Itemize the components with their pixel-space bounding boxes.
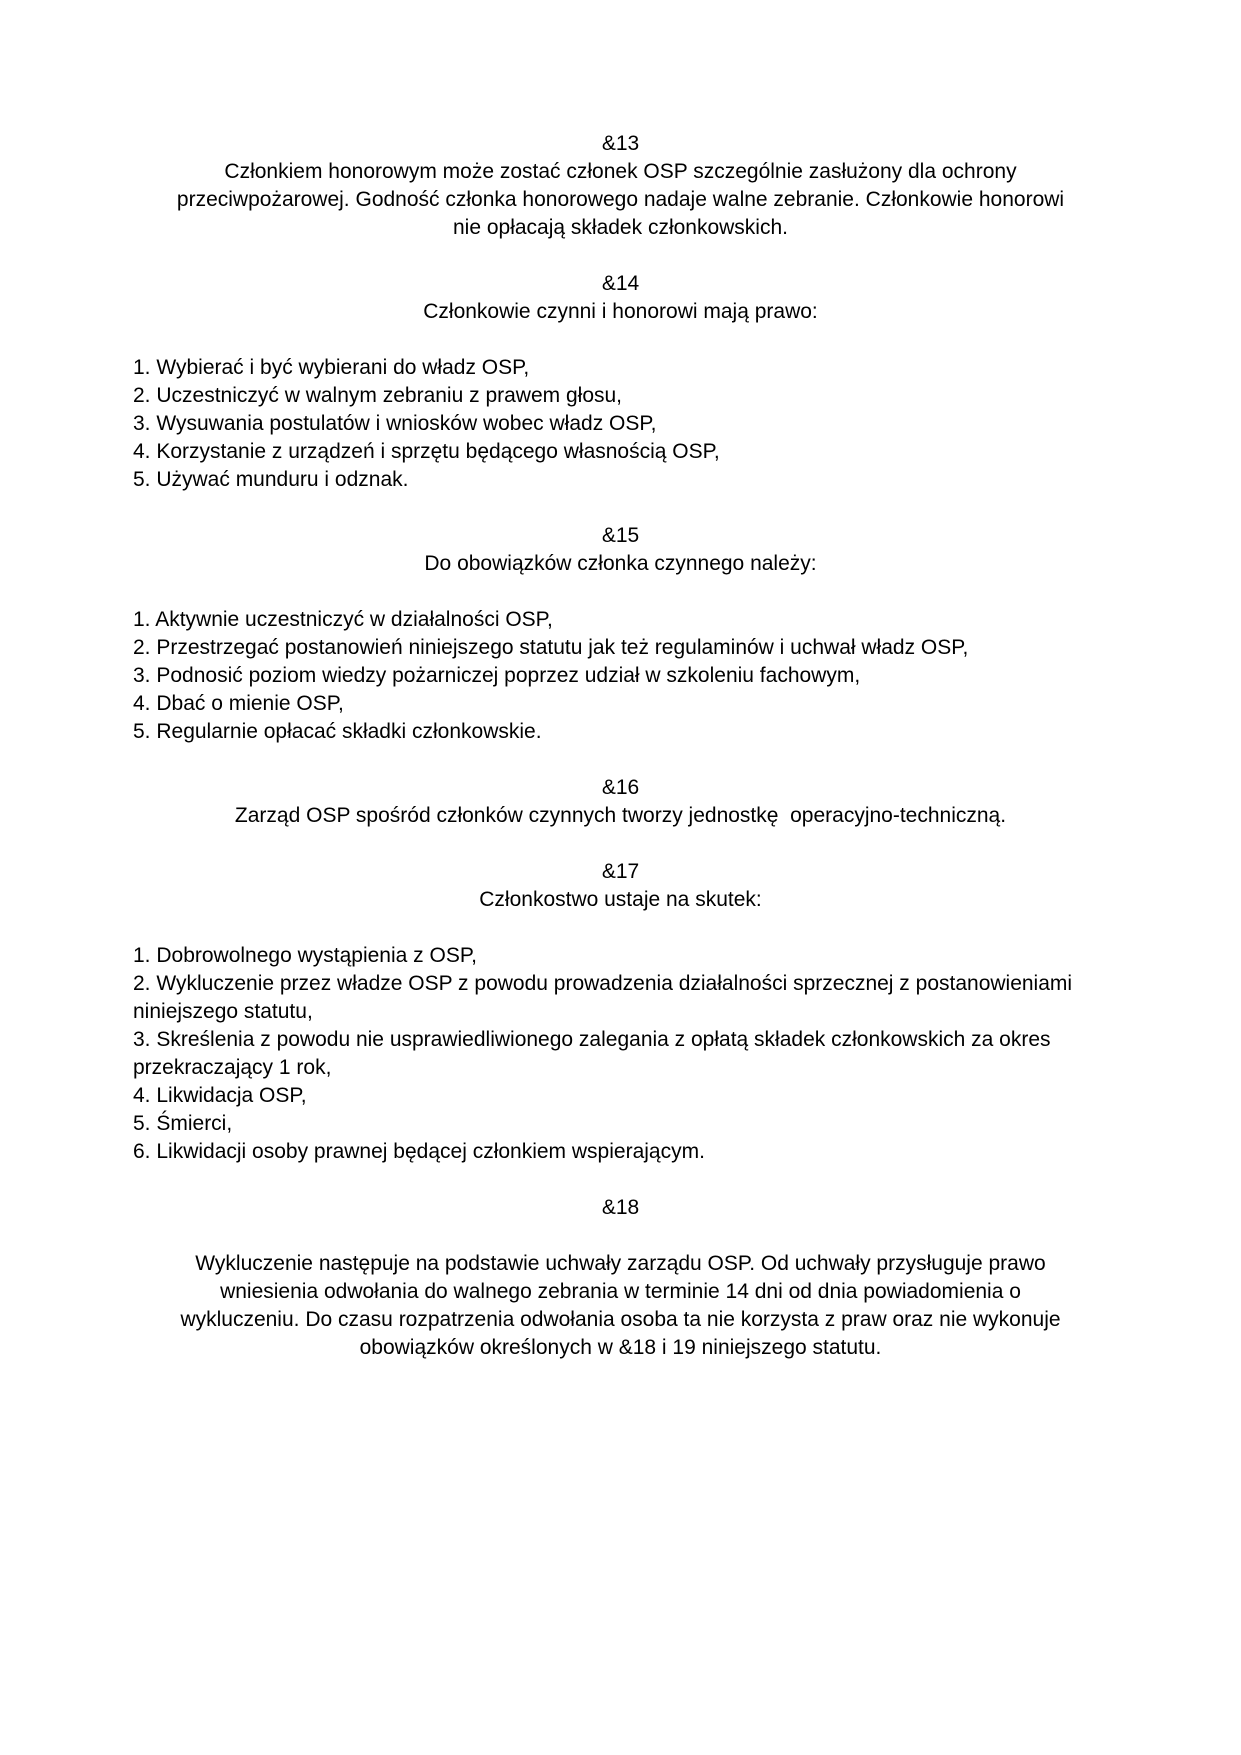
list-item: 4. Likwidacja OSP,: [133, 1084, 307, 1107]
section-13-marker: &13: [601, 132, 640, 155]
section-16-paragraph: Zarząd OSP spośród członków czynnych tworzy jednostkę operacyjno-techniczną.: [234, 804, 1007, 827]
membership-termination-list: [133, 942, 1108, 1166]
list-item: 6. Likwidacji osoby prawnej będącej członkiem wspierającym.: [133, 1140, 705, 1163]
section-18: [133, 1194, 1108, 1362]
list-item: 2. Uczestniczyć w walnym zebraniu z prawem głosu,: [133, 384, 623, 407]
section-17-marker: &17: [601, 860, 640, 883]
list-item: 5. Regularnie opłacać składki członkowskie.: [133, 720, 542, 743]
list-item: 2. Przestrzegać postanowień niniejszego statutu jak też regulaminów i uchwał władz OSP,: [133, 636, 969, 659]
section-16: [133, 774, 1108, 830]
section-13: [133, 130, 1108, 242]
members-rights-list: [133, 354, 1108, 494]
section-18-marker: &18: [601, 1196, 640, 1219]
section-17: [133, 858, 1108, 1166]
list-item: 4. Korzystanie z urządzeń i sprzętu będącego własnością OSP,: [133, 440, 720, 463]
list-item: 2. Wykluczenie przez władze OSP z powodu prowadzenia działalności sprzecznej z postanowieniami niniejszego statutu,: [133, 972, 1078, 1023]
section-14-subtitle: Członkowie czynni i honorowi mają prawo:: [423, 300, 818, 323]
list-item: 1. Aktywnie uczestniczyć w działalności OSP,: [133, 608, 553, 631]
section-17-subtitle: Członkostwo ustaje na skutek:: [479, 888, 762, 911]
list-item: 5. Używać munduru i odznak.: [133, 468, 409, 491]
members-duties-list: [133, 606, 1108, 746]
list-item: 3. Skreślenia z powodu nie usprawiedliwionego zalegania z opłatą składek członkowskich za okres przekraczający 1 rok,: [133, 1028, 1057, 1079]
section-14-marker: &14: [601, 272, 640, 295]
list-item: 5. Śmierci,: [133, 1112, 233, 1135]
section-18-paragraph: Wykluczenie następuje na podstawie uchwały zarządu OSP. Od uchwały przysługuje prawo wniesienia odwołania do walnego zebrania w terminie 14 dni od dnia powiadomienia o wykluczeniu. Do czasu rozpatrzenia odwołania osoba ta nie korzysta z praw oraz nie wykonuje obowiązków określonych w &18 i 19 niniejszego statutu.: [180, 1252, 1067, 1359]
section-15: [133, 522, 1108, 746]
section-13-paragraph: Członkiem honorowym może zostać członek OSP szczególnie zasłużony dla ochrony przeciwpożarowej. Godność członka honorowego nadaje walne zebranie. Członkowie honorowi nie opłacają składek członkowskich.: [176, 160, 1070, 239]
section-15-marker: &15: [601, 524, 640, 547]
list-item: 4. Dbać o mienie OSP,: [133, 692, 344, 715]
section-16-marker: &16: [601, 776, 640, 799]
list-item: 3. Podnosić poziom wiedzy pożarniczej poprzez udział w szkoleniu fachowym,: [133, 664, 861, 687]
list-item: 1. Wybierać i być wybierani do władz OSP,: [133, 356, 530, 379]
section-15-subtitle: Do obowiązków członka czynnego należy:: [424, 552, 817, 575]
list-item: 3. Wysuwania postulatów i wniosków wobec władz OSP,: [133, 412, 657, 435]
section-14: [133, 270, 1108, 494]
list-item: 1. Dobrowolnego wystąpienia z OSP,: [133, 944, 477, 967]
